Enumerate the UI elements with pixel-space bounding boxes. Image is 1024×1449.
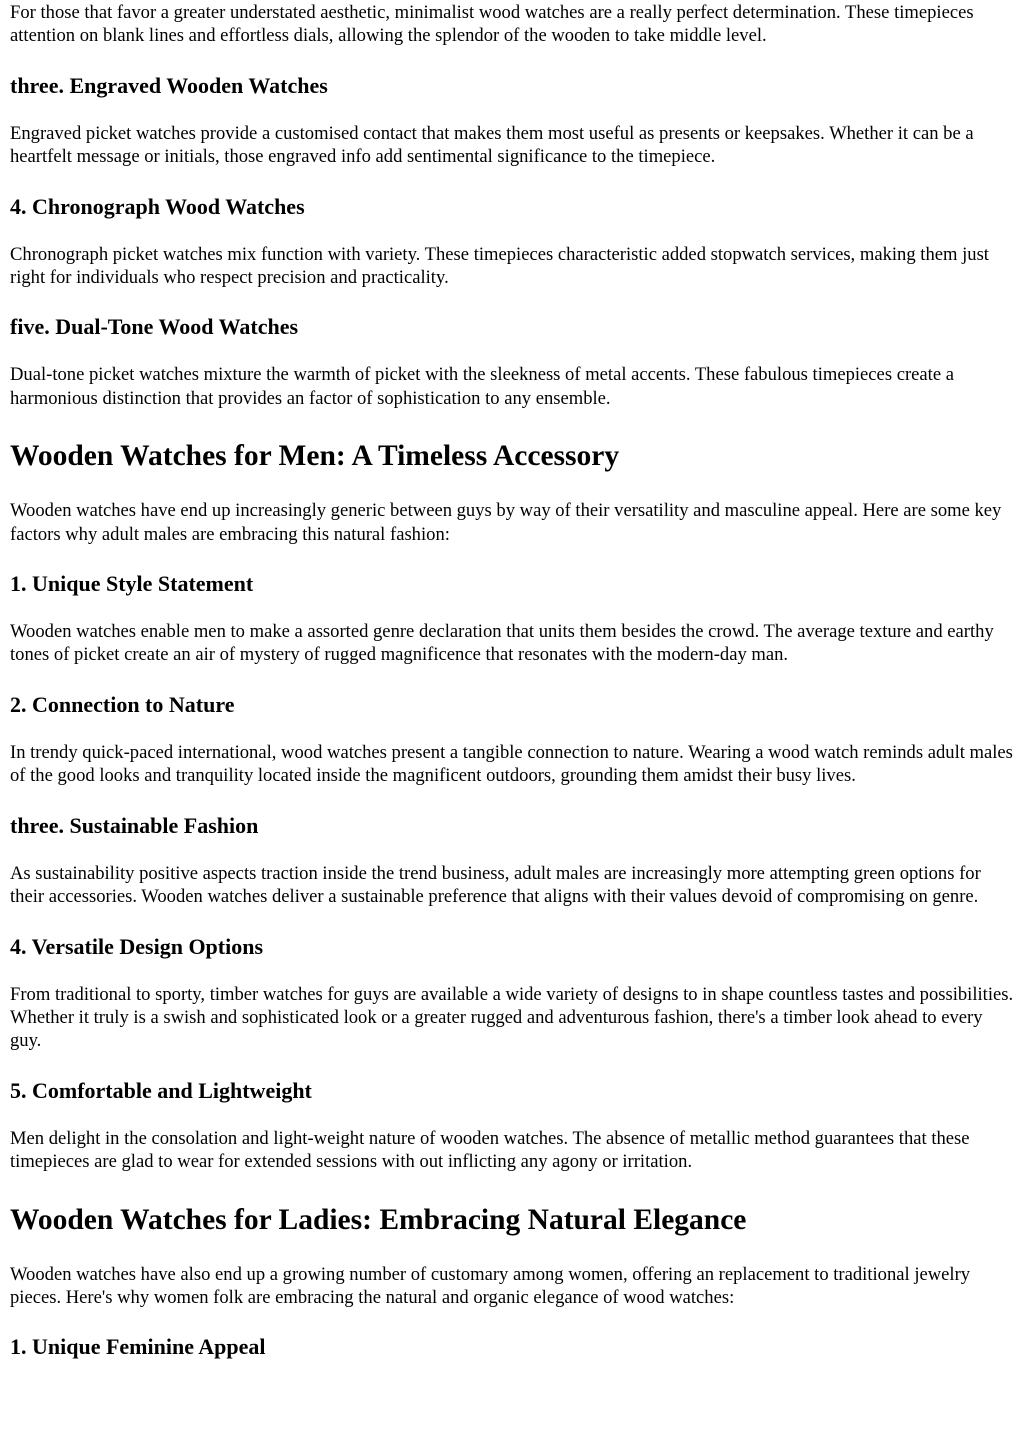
heading-versatile-design-options: 4. Versatile Design Options — [10, 933, 264, 959]
article-body — [0, 1, 1024, 1360]
heading-chronograph-wood-watches: 4. Chronograph Wood Watches — [10, 193, 305, 219]
heading-comfortable-and-lightweight: 5. Comfortable and Lightweight — [10, 1077, 312, 1103]
paragraph-men-intro: Wooden watches have end up increasingly generic between guys by way of their versatility and masculine appeal. Here are some key factors why adult males are embracing this natural fashion: — [10, 500, 1002, 545]
heading-dual-tone-wood-watches: five. Dual-Tone Wood Watches — [10, 314, 299, 340]
heading-unique-style-statement: 1. Unique Style Statement — [10, 571, 254, 597]
paragraph-minimalist-wood-watches: For those that favor a greater understated aesthetic, minimalist wood watches are a really perfect determination. These timepieces attention on blank lines and effortless dials, allowing the splendor of the wooden to take middle level. — [10, 2, 974, 47]
section-heading-wooden-watches-for-ladies: Wooden Watches for Ladies: Embracing Natural Elegance — [10, 1203, 747, 1236]
paragraph-dual-tone-wood-watches: Dual-tone picket watches mixture the warmth of picket with the sleekness of metal accents. These fabulous timepieces create a harmonious distinction that provides an factor of sophistication to any ensemble. — [10, 364, 954, 409]
paragraph-engraved-wooden-watches: Engraved picket watches provide a customised contact that makes them most useful as presents or keepsakes. Whether it can be a heartfelt message or initials, those engraved info add sentimental significance to the timepiece. — [10, 122, 974, 168]
paragraph-unique-style-statement: Wooden watches enable men to make a assorted genre declaration that units them besides the crowd. The average texture and earthy tones of picket create an air of mystery of rugged magnificence that resonates with the modern-day man. — [10, 621, 994, 666]
paragraph-chronograph-wood-watches: Chronograph picket watches mix function with variety. These timepieces characteristic added stopwatch services, making them just right for individuals who respect precision and practicality. — [10, 243, 989, 289]
paragraph-ladies-intro: Wooden watches have also end up a growing number of customary among women, offering an replacement to traditional jewelry pieces. Here's why women folk are embracing the natural and organic elegance of wood watches: — [10, 1263, 971, 1308]
heading-connection-to-nature: 2. Connection to Nature — [10, 691, 235, 717]
paragraph-sustainable-fashion: As sustainability positive aspects traction inside the trend business, adult males are increasingly more attempting green options for their accessories. Wooden watches deliver a sustainable preference that aligns with their values devoid of compromising on genre. — [10, 862, 981, 908]
heading-sustainable-fashion: three. Sustainable Fashion — [10, 812, 259, 838]
paragraph-connection-to-nature: In trendy quick-paced international, wood watches present a tangible connection to nature. Wearing a wood watch reminds adult males of the good looks and tranquility located inside the magnificent outdoors, grounding them amidst their busy lives. — [10, 741, 1013, 787]
heading-engraved-wooden-watches: three. Engraved Wooden Watches — [10, 72, 328, 98]
heading-unique-feminine-appeal: 1. Unique Feminine Appeal — [10, 1334, 266, 1360]
paragraph-comfortable-and-lightweight: Men delight in the consolation and light-weight nature of wooden watches. The absence of metallic method guarantees that these timepieces are glad to wear for extended sessions with out inflicting any agony or irritation. — [10, 1127, 970, 1173]
paragraph-versatile-design-options: From traditional to sporty, timber watches for guys are available a wide variety of designs to in shape countless tastes and possibilities. Whether it truly is a swish and sophisticated look or a greater rugged and adventurous fashion, there's a timber look ahead to every guy. — [10, 983, 1014, 1052]
section-heading-wooden-watches-for-men: Wooden Watches for Men: A Timeless Accessory — [10, 440, 620, 473]
